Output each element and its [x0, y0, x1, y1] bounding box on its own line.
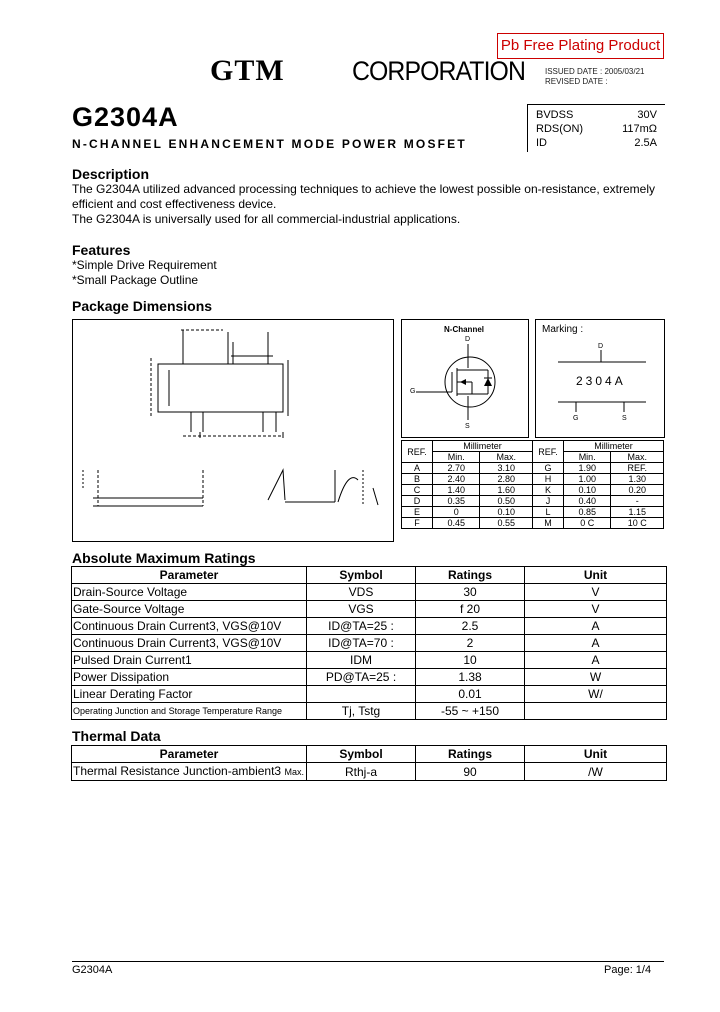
unit-cell: A — [525, 618, 667, 635]
table-row — [402, 463, 664, 474]
dim-min-header: Min. — [433, 452, 480, 463]
feature-item: *Simple Drive Requirement — [72, 258, 217, 272]
param-cell: Drain-Source Voltage — [72, 584, 307, 601]
description-para-2: The G2304A is universally used for all commercial-industrial applications. — [72, 212, 461, 226]
spec-key: ID — [536, 137, 547, 149]
param-cell: Operating Junction and Storage Temperature Range — [72, 703, 307, 720]
revised-label: REVISED DATE : — [545, 77, 608, 86]
param-cell — [72, 763, 307, 781]
dim-max: 0.10 — [480, 507, 533, 518]
dim-min: 0 C — [563, 518, 610, 529]
table-row — [72, 686, 667, 703]
dim-min: 0.35 — [433, 496, 480, 507]
dim-min: 0 — [433, 507, 480, 518]
dim-max: - — [611, 496, 664, 507]
symbol-cell: PD@TA=25 : — [307, 669, 416, 686]
pb-free-badge: Pb Free Plating Product — [497, 33, 664, 59]
pin-g-label: G — [410, 388, 416, 395]
dim-ref: K — [532, 485, 563, 496]
spec-row — [536, 137, 657, 152]
thermal-table — [71, 745, 667, 781]
dim-ref-header: REF. — [532, 441, 563, 463]
thermal-heading: Thermal Data — [72, 728, 161, 744]
dim-max: 10 C — [611, 518, 664, 529]
spec-value: 30V — [637, 109, 657, 121]
table-row — [402, 496, 664, 507]
dim-max-header: Max. — [480, 452, 533, 463]
issue-dates — [545, 67, 644, 87]
dim-unit-header: Millimeter — [563, 441, 663, 452]
dim-min: 0.40 — [563, 496, 610, 507]
table-row — [402, 474, 664, 485]
dim-ref: M — [532, 518, 563, 529]
spec-value: 2.5A — [634, 137, 657, 149]
rating-cell: -55 ~ +150 — [416, 703, 525, 720]
table-row — [72, 584, 667, 601]
dim-ref: E — [402, 507, 433, 518]
dimension-table — [401, 440, 664, 529]
unit-cell: A — [525, 652, 667, 669]
marking-code: 2304A — [576, 374, 626, 388]
col-unit: Unit — [525, 746, 667, 763]
dim-ref: D — [402, 496, 433, 507]
dim-ref-header: REF. — [402, 441, 433, 463]
thermal-param: Thermal Resistance Junction-ambient3 — [73, 764, 282, 778]
package-outline-drawing — [73, 320, 393, 541]
col-ratings: Ratings — [416, 567, 525, 584]
unit-cell: W — [525, 669, 667, 686]
marking-label: Marking : — [542, 324, 584, 335]
dim-min: 1.00 — [563, 474, 610, 485]
rating-cell: 2.5 — [416, 618, 525, 635]
unit-cell: /W — [525, 763, 667, 781]
symbol-cell: Tj, Tstg — [307, 703, 416, 720]
param-cell: Linear Derating Factor — [72, 686, 307, 703]
n-channel-label: N-Channel — [444, 325, 484, 334]
corporation-title: CORPORATION — [352, 56, 525, 86]
description-heading: Description — [72, 166, 150, 182]
symbol-cell: ID@TA=70 : — [307, 635, 416, 652]
dim-min-header: Min. — [563, 452, 610, 463]
n-channel-diagram — [401, 319, 529, 438]
abs-max-heading: Absolute Maximum Ratings — [72, 550, 256, 566]
dim-min: 2.70 — [433, 463, 480, 474]
feature-item: *Small Package Outline — [72, 273, 199, 287]
dim-max: 1.60 — [480, 485, 533, 496]
spec-key: RDS(ON) — [536, 123, 584, 135]
spec-key: BVDSS — [536, 109, 574, 121]
symbol-cell: Rthj-a — [307, 763, 416, 781]
description-text — [72, 182, 672, 227]
dim-ref: C — [402, 485, 433, 496]
col-symbol: Symbol — [307, 746, 416, 763]
col-unit: Unit — [525, 567, 667, 584]
col-symbol: Symbol — [307, 567, 416, 584]
dim-max: 3.10 — [480, 463, 533, 474]
dim-max: 1.15 — [611, 507, 664, 518]
table-row — [72, 703, 667, 720]
footer-rule — [72, 961, 664, 962]
rating-cell: f 20 — [416, 601, 525, 618]
marking-pin-d: D — [598, 343, 604, 350]
marking-diagram — [535, 319, 665, 438]
symbol-cell: VGS — [307, 601, 416, 618]
dim-max: 1.30 — [611, 474, 664, 485]
dim-ref: J — [532, 496, 563, 507]
pin-s-label: S — [465, 423, 470, 430]
dim-ref: F — [402, 518, 433, 529]
company-logo: GTM — [210, 54, 285, 87]
dim-min: 1.40 — [433, 485, 480, 496]
spec-row — [536, 123, 657, 138]
table-row — [402, 507, 664, 518]
part-number: G2304A — [72, 102, 179, 132]
rating-cell: 90 — [416, 763, 525, 781]
symbol-cell: ID@TA=25 : — [307, 618, 416, 635]
symbol-cell: IDM — [307, 652, 416, 669]
unit-cell: W/ — [525, 686, 667, 703]
spec-row — [536, 109, 657, 124]
dim-max: 0.20 — [611, 485, 664, 496]
table-row — [72, 618, 667, 635]
rating-cell: 1.38 — [416, 669, 525, 686]
dim-max: 0.55 — [480, 518, 533, 529]
unit-cell: A — [525, 635, 667, 652]
rating-cell: 30 — [416, 584, 525, 601]
col-parameter: Parameter — [72, 746, 307, 763]
table-row — [72, 763, 667, 781]
thermal-max-suffix: Max. — [284, 767, 304, 777]
param-cell: Gate-Source Voltage — [72, 601, 307, 618]
dim-ref: B — [402, 474, 433, 485]
issued-label: ISSUED DATE : — [545, 67, 603, 76]
dim-min: 0.10 — [563, 485, 610, 496]
table-row — [402, 485, 664, 496]
features-heading: Features — [72, 242, 131, 258]
dim-min: 2.40 — [433, 474, 480, 485]
features-list — [72, 258, 217, 288]
unit-cell: V — [525, 584, 667, 601]
dim-max: 2.80 — [480, 474, 533, 485]
symbol-cell — [307, 686, 416, 703]
param-cell: Pulsed Drain Current1 — [72, 652, 307, 669]
col-ratings: Ratings — [416, 746, 525, 763]
rating-cell: 2 — [416, 635, 525, 652]
col-parameter: Parameter — [72, 567, 307, 584]
rating-cell: 0.01 — [416, 686, 525, 703]
dim-max: REF. — [611, 463, 664, 474]
spec-value: 117mΩ — [622, 123, 657, 135]
marking-pin-g: G — [573, 415, 579, 422]
pin-d-label: D — [465, 336, 471, 343]
dim-ref: H — [532, 474, 563, 485]
key-spec-box — [527, 104, 665, 152]
footer-page: Page: 1/4 — [604, 964, 652, 976]
dim-unit-header: Millimeter — [433, 441, 533, 452]
dim-min: 1.90 — [563, 463, 610, 474]
dim-ref: G — [532, 463, 563, 474]
rating-cell: 10 — [416, 652, 525, 669]
table-row — [402, 518, 664, 529]
table-row — [72, 635, 667, 652]
dim-max: 0.50 — [480, 496, 533, 507]
table-row — [72, 669, 667, 686]
symbol-cell: VDS — [307, 584, 416, 601]
param-cell: Power Dissipation — [72, 669, 307, 686]
package-heading: Package Dimensions — [72, 298, 213, 314]
unit-cell: V — [525, 601, 667, 618]
marking-pin-s: S — [622, 415, 627, 422]
unit-cell — [525, 703, 667, 720]
abs-max-table — [71, 566, 667, 720]
dim-ref: L — [532, 507, 563, 518]
table-row — [72, 652, 667, 669]
dim-ref: A — [402, 463, 433, 474]
package-drawing — [72, 319, 394, 542]
dim-min: 0.45 — [433, 518, 480, 529]
issued-value: 2005/03/21 — [604, 67, 645, 76]
description-para-1: The G2304A utilized advanced processing techniques to achieve the lowest possible on-resistance, extremely efficient and cost effectiveness device. — [72, 182, 656, 211]
param-cell: Continuous Drain Current3, VGS@10V — [72, 635, 307, 652]
dim-min: 0.85 — [563, 507, 610, 518]
footer-part: G2304A — [72, 964, 113, 976]
table-row — [72, 601, 667, 618]
product-subtitle: N-CHANNEL ENHANCEMENT MODE POWER MOSFET — [72, 137, 467, 151]
param-cell: Continuous Drain Current3, VGS@10V — [72, 618, 307, 635]
dim-max-header: Max. — [611, 452, 664, 463]
